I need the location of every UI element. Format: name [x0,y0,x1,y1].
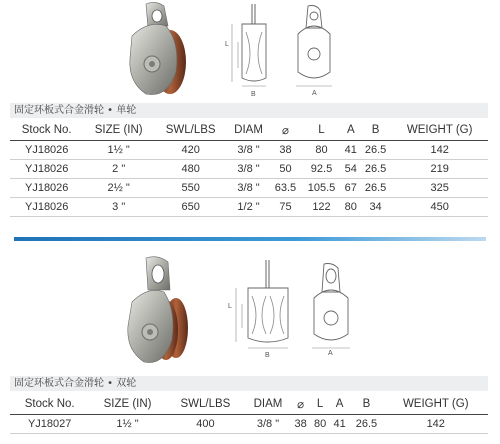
cell-size: 1½ " [83,141,154,160]
cell-a: 54 [342,160,360,179]
col-header-weight: WEIGHT (G) [383,393,488,415]
cell-swl: 650 [154,198,227,217]
dim-label-b: B [251,91,256,98]
cell-b: 26.5 [360,160,392,179]
cell-a: 80 [342,198,360,217]
single-pulley-front-diagram [288,4,338,96]
cell-b: 26.5 [360,179,392,198]
single-pulley-spec-table [10,119,488,217]
cell-a: 41 [330,415,350,434]
col-header-size: SIZE (IN) [83,119,154,141]
cell-size: 3 " [83,198,154,217]
cell-diam: 3/8 " [227,179,269,198]
col-header-diam: DIAM [227,119,269,141]
cell-l: 80 [310,415,330,434]
double-pulley-front-diagram [306,262,356,356]
cell-a: 41 [342,141,360,160]
dim-label-a: A [312,90,317,96]
col-header-size: SIZE (IN) [89,393,165,415]
single-pulley-side-diagram [218,2,278,98]
col-header-diameter-symbol: ⌀ [270,119,302,141]
cell-weight: 219 [391,160,488,179]
table-row [10,160,488,179]
cell-swl: 480 [154,160,227,179]
double-pulley-side-diagram [222,258,298,358]
cell-b: 26.5 [349,415,383,434]
dim-label-l: L [225,41,229,48]
col-header-l: L [310,393,330,415]
table-header-row [10,393,488,415]
cell-diameter: 38 [270,141,302,160]
table-row [10,415,488,434]
cell-stock-no: YJ18026 [10,141,83,160]
cell-swl: 420 [154,141,227,160]
col-header-a: A [330,393,350,415]
cell-swl: 400 [166,415,245,434]
cell-diam: 3/8 " [227,160,269,179]
section2-band-title: 固定环板式合金滑轮 • 双轮 [10,376,488,391]
table-row [10,141,488,160]
cell-size: 1½ " [89,415,165,434]
cell-l: 105.5 [301,179,342,198]
dim-label-a: A [328,350,333,356]
col-header-weight: WEIGHT (G) [391,119,488,141]
double-pulley-photo [118,256,198,372]
cell-diameter: 63.5 [270,179,302,198]
cell-diam: 3/8 " [245,415,291,434]
cell-stock-no: YJ18026 [10,179,83,198]
single-pulley-photo [118,2,198,102]
cell-stock-no: YJ18026 [10,160,83,179]
col-header-a: A [342,119,360,141]
cell-diam: 1/2 " [227,198,269,217]
cell-diameter: 38 [291,415,311,434]
dim-label-l: L [228,303,232,310]
cell-diameter: 75 [270,198,302,217]
cell-l: 122 [301,198,342,217]
double-pulley-spec-table [10,393,488,434]
cell-stock-no: YJ18026 [10,198,83,217]
col-header-swl: SWL/LBS [166,393,245,415]
cell-diam: 3/8 " [227,141,269,160]
col-header-l: L [301,119,342,141]
cell-a: 67 [342,179,360,198]
col-header-b: B [349,393,383,415]
col-header-swl: SWL/LBS [154,119,227,141]
table-header-row [10,119,488,141]
col-header-diam: DIAM [245,393,291,415]
section1-band-title: 固定环板式合金滑轮 • 单轮 [10,103,488,118]
col-header-b: B [360,119,392,141]
cell-size: 2½ " [83,179,154,198]
cell-weight: 142 [383,415,488,434]
cell-swl: 550 [154,179,227,198]
cell-size: 2 " [83,160,154,179]
dim-label-b: B [265,352,270,358]
cell-b: 34 [360,198,392,217]
col-header-stock-no: Stock No. [10,393,89,415]
section-divider [14,237,486,241]
cell-b: 26.5 [360,141,392,160]
cell-l: 92.5 [301,160,342,179]
cell-diameter: 50 [270,160,302,179]
cell-stock-no: YJ18027 [10,415,89,434]
cell-weight: 450 [391,198,488,217]
cell-weight: 325 [391,179,488,198]
cell-weight: 142 [391,141,488,160]
col-header-diameter-symbol: ⌀ [291,393,311,415]
table-row [10,179,488,198]
table-row [10,198,488,217]
col-header-stock-no: Stock No. [10,119,83,141]
cell-l: 80 [301,141,342,160]
